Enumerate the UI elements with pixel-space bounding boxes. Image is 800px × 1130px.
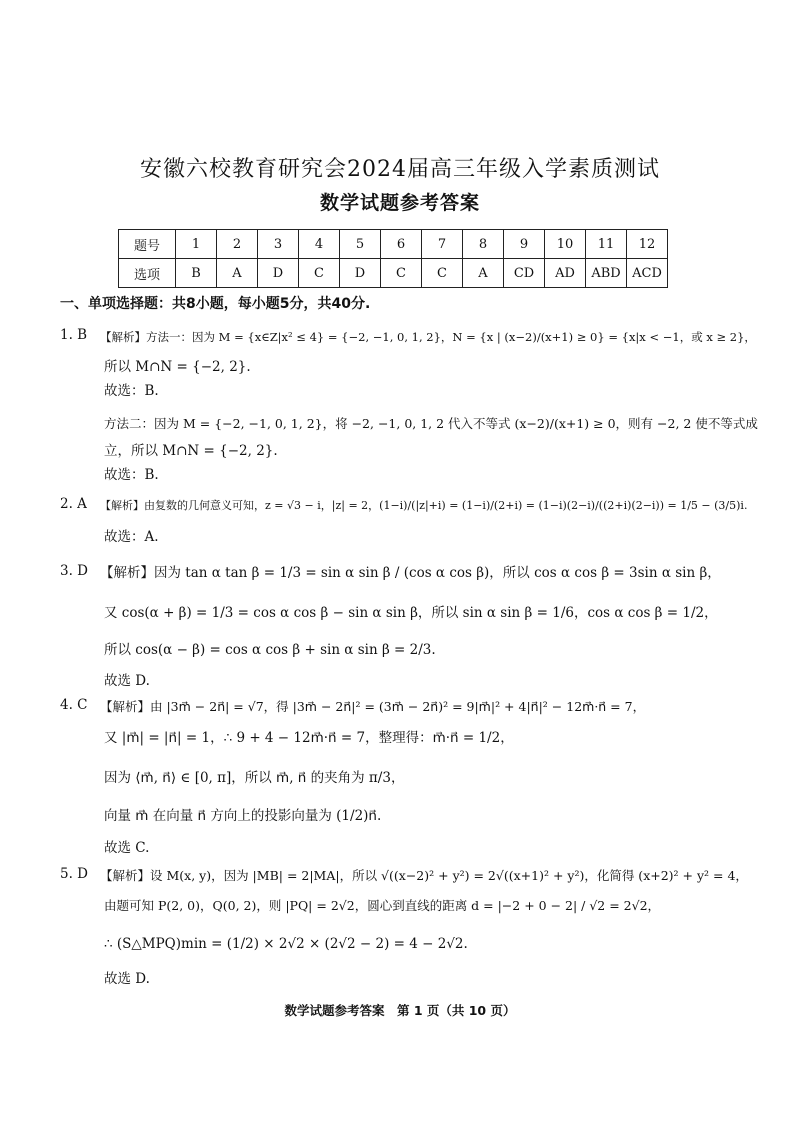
question-number: 9 xyxy=(504,230,545,259)
question-number: 7 xyxy=(422,230,463,259)
answer-choice: C xyxy=(381,259,422,288)
solution-line: 所以 cos(α − β) = cos α cos β + sin α sin β = 2/3. xyxy=(104,642,436,658)
solution-line: 又 |m⃗| = |n⃗| = 1，∴ 9 + 4 − 12m⃗·n⃗ = 7，整理得：m⃗·n⃗ = 1/2， xyxy=(104,730,514,746)
question-number: 8 xyxy=(463,230,504,259)
answer-choice: D xyxy=(340,259,381,288)
solution-line: 由题可知 P(2, 0)，Q(0, 2)，则 |PQ| = 2√2，圆心到直线的距离 d = |−2 + 0 − 2| / √2 = 2√2， xyxy=(104,898,661,913)
question-number: 6 xyxy=(381,230,422,259)
solution-line: 【解析】由 |3m⃗ − 2n⃗| = √7，得 |3m⃗ − 2n⃗|² = (3m⃗ − 2n⃗)² = 9|m⃗|² + 4|n⃗|² − 12m⃗·n⃗ = 7， xyxy=(100,699,646,714)
page-footer: 数学试题参考答案 第 1 页（共 10 页） xyxy=(284,1003,516,1018)
solution-line: 立，所以 M∩N = {−2, 2}. xyxy=(104,443,278,459)
answer-table-number-row xyxy=(119,230,668,259)
answer-table xyxy=(118,229,668,288)
problem-number: 5. D xyxy=(60,866,88,882)
solution-line: 方法二：因为 M = {−2, −1, 0, 1, 2}，将 −2, −1, 0, 1, 2 代入不等式 (x−2)/(x+1) ≥ 0，则有 −2, 2 使不等式成 xyxy=(104,416,758,431)
question-number: 4 xyxy=(299,230,340,259)
question-number: 3 xyxy=(258,230,299,259)
question-number: 2 xyxy=(217,230,258,259)
answer-choice: A xyxy=(217,259,258,288)
problem-number: 1. B xyxy=(60,327,88,343)
question-number: 5 xyxy=(340,230,381,259)
question-number: 10 xyxy=(545,230,586,259)
solution-line: 故选 D. xyxy=(104,673,150,689)
answer-choice: D xyxy=(258,259,299,288)
solution-line: ∴ (S△MPQ)min = (1/2) × 2√2 × (2√2 − 2) = 4 − 2√2. xyxy=(104,936,468,952)
solution-line: 故选：A. xyxy=(104,529,159,545)
solution-line: 向量 m⃗ 在向量 n⃗ 方向上的投影向量为 (1/2)n⃗. xyxy=(104,808,382,824)
answer-choice: CD xyxy=(504,259,545,288)
solution-line: 因为 ⟨m⃗, n⃗⟩ ∈ [0, π]，所以 m⃗, n⃗ 的夹角为 π/3， xyxy=(104,770,405,786)
solution-line: 故选 D. xyxy=(104,971,150,987)
answer-choice: ACD xyxy=(627,259,668,288)
solution-line: 【解析】方法一：因为 M = {x∈Z|x² ≤ 4} = {−2, −1, 0, 1, 2}，N = {x | (x−2)/(x+1) ≥ 0} = {x|x < −1，或 x ≥ 2}， xyxy=(100,330,756,344)
solution-line: 故选：B. xyxy=(104,383,159,399)
answer-table-answer-row xyxy=(119,259,668,288)
answer-choice: ABD xyxy=(586,259,627,288)
solution-line: 故选 C. xyxy=(104,840,150,856)
section-heading: 一、单项选择题：共8小题，每小题5分，共40分. xyxy=(60,296,371,312)
answer-choice: C xyxy=(422,259,463,288)
question-number: 11 xyxy=(586,230,627,259)
exam-title: 安徽六校教育研究会2024届高三年级入学素质测试 xyxy=(140,157,660,182)
answer-choice: B xyxy=(176,259,217,288)
solution-line: 【解析】设 M(x, y)，因为 |MB| = 2|MA|，所以 √((x−2)² + y²) = 2√((x+1)² + y²)，化简得 (x+2)² + y² = 4， xyxy=(100,868,748,883)
row-label: 题号 xyxy=(119,230,176,259)
solution-line: 【解析】由复数的几何意义可知，z = √3 − i，|z| = 2，(1−i)/(|z|+i) = (1−i)/(2+i) = (1−i)(2−i)/((2+i)(2−i)) = 1/5 − (3/5)i. xyxy=(100,499,748,512)
answer-choice: C xyxy=(299,259,340,288)
problem-number: 4. C xyxy=(60,697,88,713)
question-number: 1 xyxy=(176,230,217,259)
answer-choice: AD xyxy=(545,259,586,288)
problem-number: 3. D xyxy=(60,563,88,579)
row-label: 选项 xyxy=(119,259,176,288)
problem-number: 2. A xyxy=(60,496,87,512)
question-number: 12 xyxy=(627,230,668,259)
answer-key-subtitle: 数学试题参考答案 xyxy=(319,192,480,214)
solution-line: 所以 M∩N = {−2, 2}. xyxy=(104,359,251,375)
answer-choice: A xyxy=(463,259,504,288)
solution-line: 【解析】因为 tan α tan β = 1/3 = sin α sin β / (cos α cos β)，所以 cos α cos β = 3sin α sin β， xyxy=(100,565,721,581)
solution-line: 故选：B. xyxy=(104,467,159,483)
solution-line: 又 cos(α + β) = 1/3 = cos α cos β − sin α sin β，所以 sin α sin β = 1/6，cos α cos β = 1/2， xyxy=(104,605,718,621)
